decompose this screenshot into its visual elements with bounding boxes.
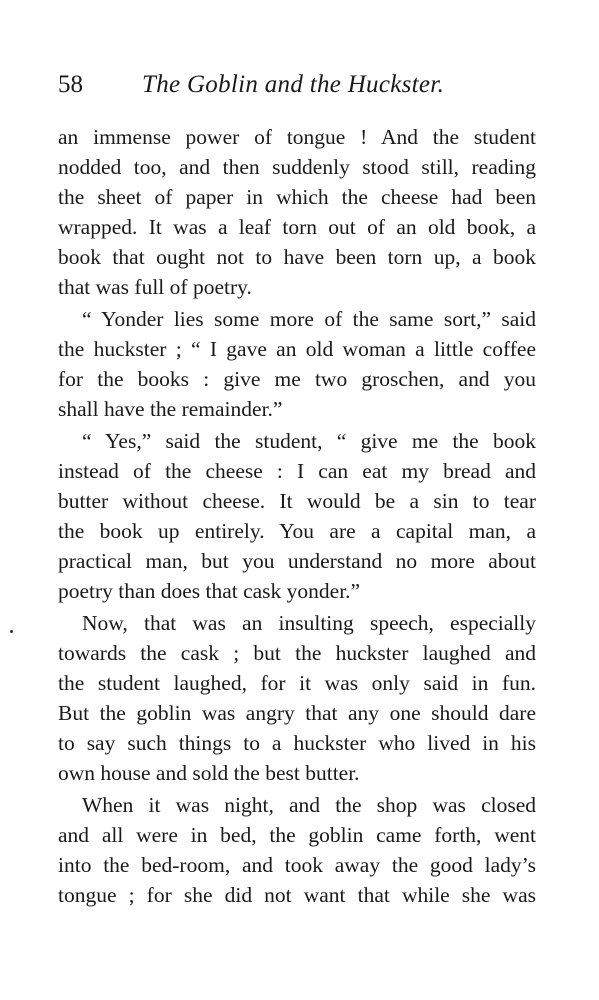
text-line: When it was night, and the shop was closed xyxy=(82,793,536,817)
text-line: the huckster ; “ I gave an old woman a little coffee xyxy=(58,337,536,361)
text-line: instead of the cheese : I can eat my bread and xyxy=(58,459,536,483)
text-line: “ Yonder lies some more of the same sort,” said xyxy=(82,307,536,331)
text-line: nodded too, and then suddenly stood still, reading xyxy=(58,155,536,179)
text-line: book that ought not to have been torn up, a book xyxy=(58,245,536,269)
text-line: the student laughed, for it was only said in fun. xyxy=(58,671,536,695)
text-line: towards the cask ; but the huckster laughed and xyxy=(58,641,536,665)
paragraph xyxy=(58,608,536,788)
running-head xyxy=(58,68,538,102)
text-line: into the bed-room, and took away the good lady’s xyxy=(58,853,536,877)
text-line: But the goblin was angry that any one should dare xyxy=(58,701,536,725)
text-line: that was full of poetry. xyxy=(58,275,252,299)
text-line: for the books : give me two groschen, and you xyxy=(58,367,536,391)
text-line: own house and sold the best butter. xyxy=(58,761,360,785)
text-line: butter without cheese. It would be a sin to tear xyxy=(58,489,536,513)
text-line: to say such things to a huckster who lived in his xyxy=(58,731,536,755)
body-text xyxy=(58,122,536,910)
page-number: 58 xyxy=(58,71,83,98)
paragraph xyxy=(58,304,536,424)
margin-speck xyxy=(10,630,13,633)
paragraph xyxy=(58,122,536,302)
text-line: wrapped. It was a leaf torn out of an old book, a xyxy=(58,215,536,239)
text-line: “ Yes,” said the student, “ give me the book xyxy=(82,429,536,453)
paragraph xyxy=(58,426,536,606)
text-line: poetry than does that cask yonder.” xyxy=(58,579,361,603)
book-title: The Goblin and the Huckster. xyxy=(142,71,445,98)
text-line: tongue ; for she did not want that while she was xyxy=(58,883,536,907)
text-line: an immense power of tongue ! And the student xyxy=(58,125,536,149)
text-line: Now, that was an insulting speech, especially xyxy=(82,611,536,635)
text-line: shall have the remainder.” xyxy=(58,397,283,421)
text-line: and all were in bed, the goblin came forth, went xyxy=(58,823,536,847)
text-line: the book up entirely. You are a capital man, a xyxy=(58,519,536,543)
text-line: the sheet of paper in which the cheese had been xyxy=(58,185,536,209)
text-line: practical man, but you understand no more about xyxy=(58,549,536,573)
paragraph xyxy=(58,790,536,910)
